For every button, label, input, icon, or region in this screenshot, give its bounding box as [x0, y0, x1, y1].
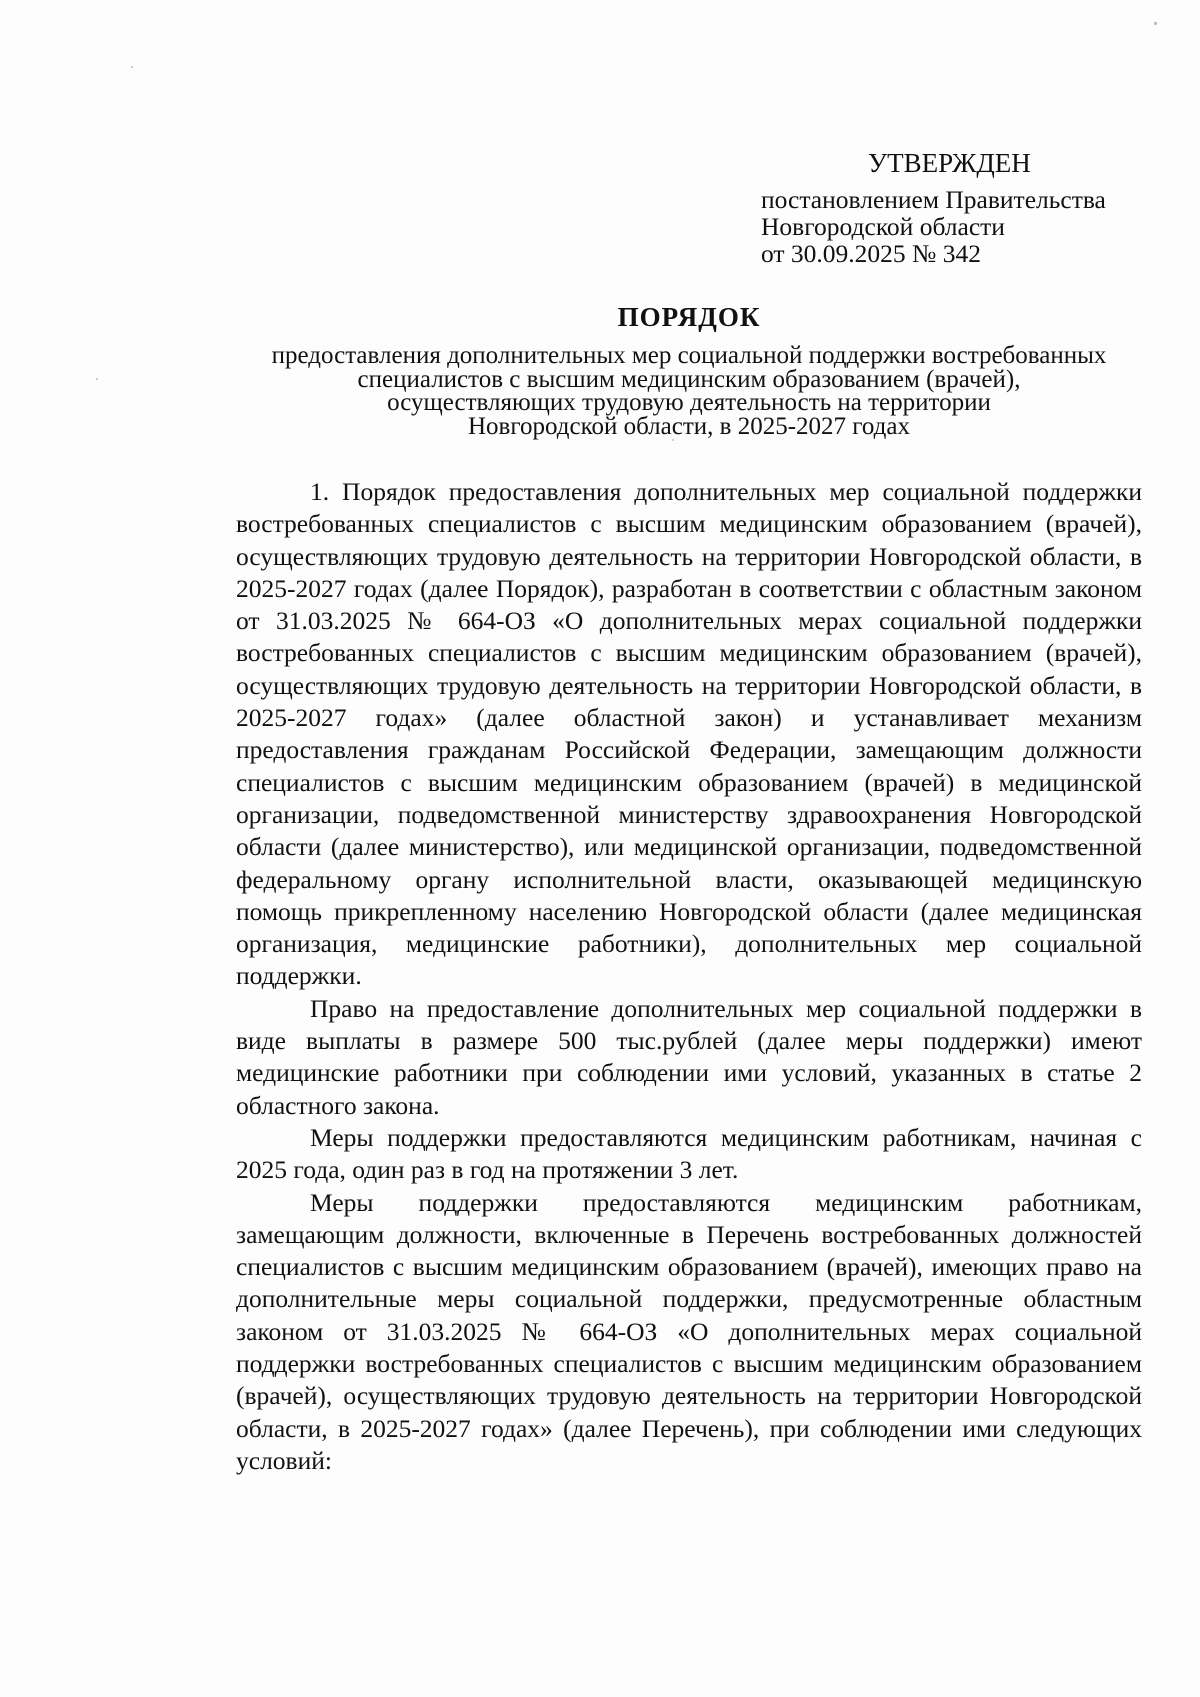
paragraph: Меры поддержки предоставляются медицинским работникам, замещающим должности, включенные в Перечень востребованных должностей специалистов с высшим медицинским образованием (врачей), имеющих право на дополнительные меры социальной поддержки, предусмотренные областным законом от 31.03.2025 № 664-ОЗ «О дополнительных мерах социальной поддержки востребованных специалистов с высшим медицинским образованием (врачей), осуществляющих трудовую деятельность на территории Новгородской области, в 2025-2027 годах» (далее Перечень), при соблюдении ими следующих условий:	[236, 1187, 1142, 1475]
document-subtitle	[236, 344, 1142, 438]
document-title: ПОРЯДОК	[617, 302, 761, 332]
scan-speck	[131, 66, 133, 68]
paragraph: Меры поддержки предоставляются медицинским работникам, начиная с 2025 года, один раз в год на протяжении 3 лет.	[236, 1122, 1142, 1185]
scan-speck	[96, 378, 98, 380]
approval-title: УТВЕРЖДЕН	[868, 148, 1031, 178]
approval-line: постановлением Правительства	[761, 185, 1106, 214]
subtitle-line: Новгородской области, в 2025-2027 годах	[467, 412, 911, 440]
subtitle-line: предоставления дополнительных мер социальной поддержки востребованных	[271, 342, 1107, 369]
paragraph: Право на предоставление дополнительных мер социальной поддержки в виде выплаты в размере 500 тыс.рублей (далее меры поддержки) имеют медицинские работники при соблюдении ими условий, указанных в статье 2 областного закона.	[236, 993, 1142, 1120]
document-body	[236, 476, 1142, 1477]
approval-line: от 30.09.2025 № 342	[761, 239, 982, 268]
subtitle-line: осуществляющих трудовую деятельность на территории	[387, 389, 991, 416]
paragraph: 1. Порядок предоставления дополнительных мер социальной поддержки востребованных специалистов с высшим медицинским образованием (врачей), осуществляющих трудовую деятельность на территории Новгородской области, в 2025-2027 годах (далее Порядок), разработан в соответствии с областным законом от 31.03.2025 № 664-ОЗ «О дополнительных мерах социальной поддержки востребованных специалистов с высшим медицинским образованием (врачей), осуществляющих трудовую деятельность на территории Новгородской области, в 2025-2027 годах» (далее областной закон) и устанавливает механизм предоставления гражданам Российской Федерации, замещающим должности специалистов с высшим медицинским образованием (врачей) в медицинской организации, подведомственной министерству здравоохранения Новгородской области (далее министерство), или медицинской организации, подведомственной федеральному органу исполнительной власти, оказывающей медицинскую помощь прикрепленному населению Новгородской области (далее медицинская организация, медицинские работники), дополнительных мер социальной поддержки.	[236, 477, 1142, 991]
scan-speck	[1154, 22, 1157, 25]
subtitle-line: специалистов с высшим медицинским образованием (врачей),	[357, 365, 1021, 393]
approval-stamp	[761, 150, 1161, 267]
approval-line: Новгородской области	[761, 212, 1005, 241]
